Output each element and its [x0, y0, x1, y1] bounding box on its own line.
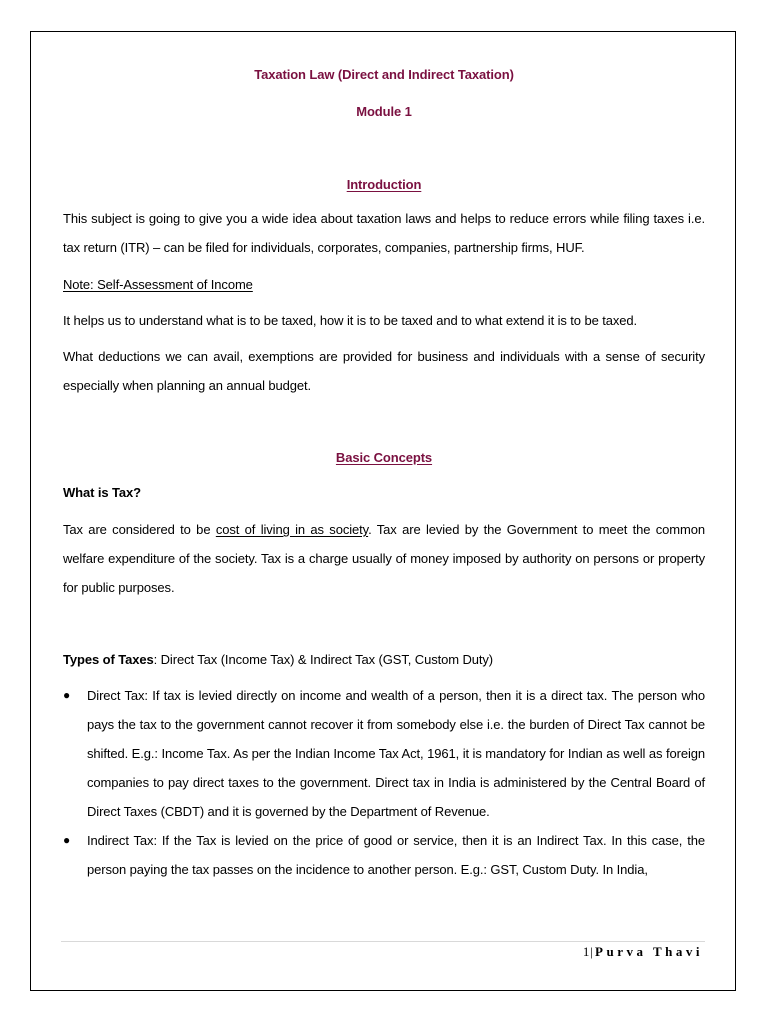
- basic-concepts-heading: [63, 445, 705, 471]
- document-page: [30, 31, 736, 991]
- list-item: [63, 681, 705, 826]
- introduction-paragraph: This subject is going to give you a wide idea about taxation laws and helps to reduce errors while filing taxes i.e. tax return (ITR) – can be filed for individuals, corporates, companies, partnership firms, HUF.: [63, 211, 705, 255]
- basic-concepts-heading-text: Basic Concepts: [335, 450, 433, 465]
- self-assessment-note-text: Note: Self-Assessment of Income: [63, 277, 253, 292]
- page-number: 1: [582, 944, 591, 959]
- self-assessment-note: [63, 270, 705, 299]
- cost-of-living-phrase: cost of living in as society: [215, 522, 369, 537]
- deductions-paragraph: What deductions we can avail, exemptions are provided for business and individuals with a sense of security especially when planning an annual budget.: [63, 349, 705, 393]
- types-of-taxes-label: Types of Taxes: [63, 652, 154, 667]
- indirect-tax-text: Indirect Tax: If the Tax is levied on the price of good or service, then it is an Indirect Tax. In this case, the person paying the tax passes on the incidence to another person. E.g.: GST, Custom Duty. In India,: [87, 833, 705, 877]
- footer-separator: |: [590, 944, 594, 959]
- types-of-taxes-line: [63, 645, 705, 674]
- document-title: Taxation Law (Direct and Indirect Taxation): [254, 67, 514, 82]
- introduction-heading-text: Introduction: [346, 177, 422, 192]
- tax-definition-start: Tax are considered to be: [63, 522, 216, 537]
- tax-definition-paragraph: [63, 515, 705, 602]
- bullet-icon: ●: [63, 688, 71, 702]
- tax-definition-rest: . Tax are levied by the Government to meet the common welfare expenditure of the society. Tax is a charge usually of money imposed by authority on persons or property for public purposes.: [63, 522, 705, 595]
- introduction-heading: [63, 172, 705, 198]
- list-item: [63, 826, 705, 884]
- tax-types-list: [63, 681, 705, 884]
- bullet-icon: ●: [63, 833, 71, 847]
- direct-tax-text: Direct Tax: If tax is levied directly on income and wealth of a person, then it is a direct tax. The person who pays the tax to the government cannot recover it from somebody else i.e. the burden of Direct Tax cannot be shifted. E.g.: Income Tax. As per the Indian Income Tax Act, 1961, it is mandatory for Indian as well as foreign companies to pay direct taxes to the government. Direct tax in India is administered by the Central Board of Direct Taxes (CBDT) and it is governed by the Department of Revenue.: [87, 688, 705, 819]
- module-title: Module 1: [356, 104, 412, 119]
- page-footer: [583, 942, 703, 962]
- what-is-tax-heading: What is Tax?: [63, 485, 142, 500]
- author-name: Purva Thavi: [595, 944, 703, 959]
- taxation-scope-paragraph: It helps us to understand what is to be taxed, how it is to be taxed and to what extend it is to be taxed.: [63, 313, 638, 328]
- types-of-taxes-text: : Direct Tax (Income Tax) & Indirect Tax (GST, Custom Duty): [153, 652, 494, 667]
